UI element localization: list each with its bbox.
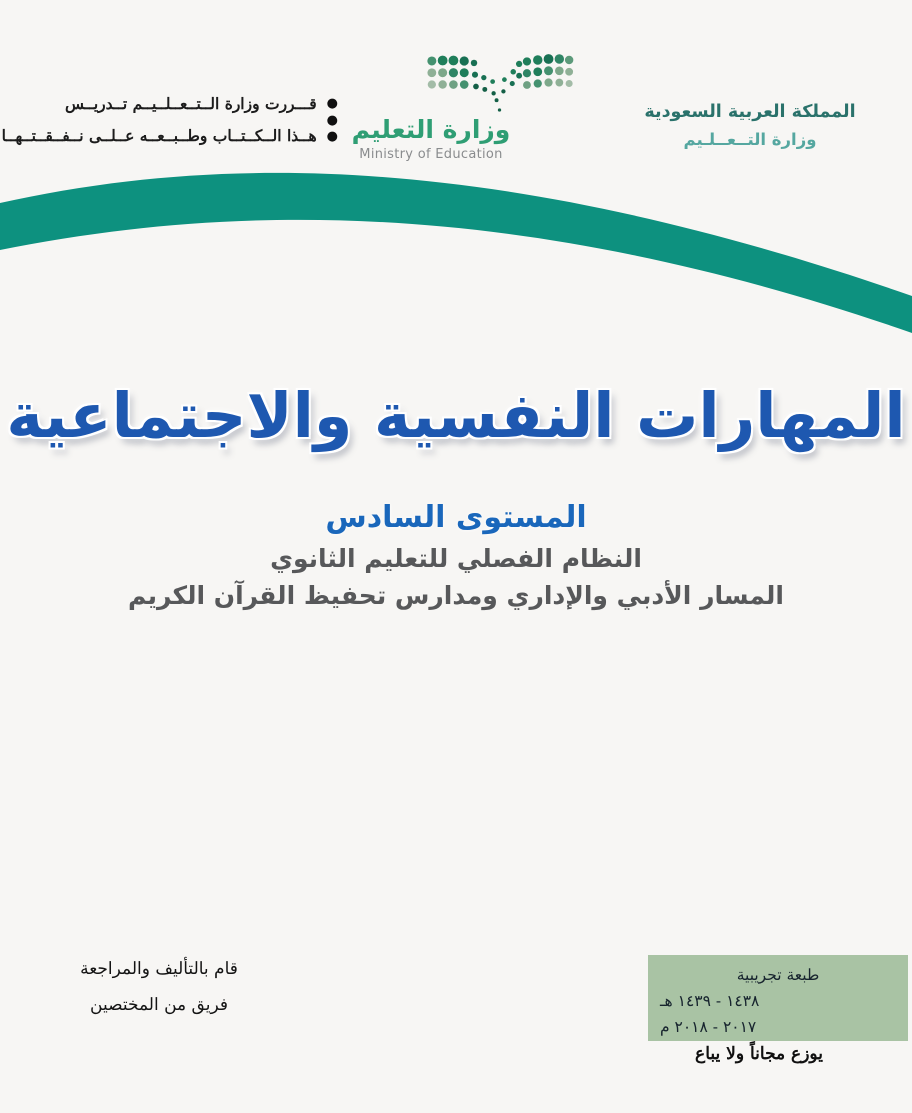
decree-line-1: قـــررت وزارة الــتــعــلــيــم تــدريــس [65,94,317,113]
swoosh-path [0,173,912,333]
ministry-wordmark: وزارة التعليم [351,115,511,144]
track-line: المسار الأدبي والإداري ومدارس تحفيظ القرآن الكريم [127,581,785,610]
kingdom-line-2: وزارة التــعــلـيم [683,130,817,149]
bullet-dot-icon: ● [326,129,338,144]
bullet-dot-icon: ● [326,112,338,128]
distribution-note: يوزع مجاناً ولا يباع [695,1044,823,1064]
decree-text [2,88,317,152]
book-title: المهارات النفسية والاجتماعية [6,379,906,452]
program-line: النظام الفصلي للتعليم الثانوي [270,544,642,573]
level-title: المستوى السادس [325,500,587,535]
swoosh-curve-icon [0,160,912,345]
ministry-logo [350,116,512,162]
authors-block [50,958,268,1016]
edition-line-2: ١٤٣٨ - ١٤٣٩ هـ [660,992,760,1010]
authors-line-1: قام بالتأليف والمراجعة [80,959,238,979]
edition-line-3: ٢٠١٧ - ٢٠١٨ م [660,1018,757,1036]
decree-bullet-dots [327,97,338,143]
edition-box [648,955,908,1041]
kingdom-block [610,100,890,149]
bullet-dot-icon: ● [326,96,338,111]
moe-dots-icon [424,47,576,123]
authors-line-2: فريق من المختصين [90,995,228,1015]
decree-line-2: هــذا الــكــتــاب وطــبــعــه عــلــى نــفــقــتــهــا [1,126,317,145]
ministry-subtitle-en: Ministry of Education [359,147,503,162]
kingdom-line-1: المملكة العربية السعودية [644,102,856,122]
decree-statement [1,88,338,152]
edition-line-1: طبعة تجريبية [736,966,820,984]
